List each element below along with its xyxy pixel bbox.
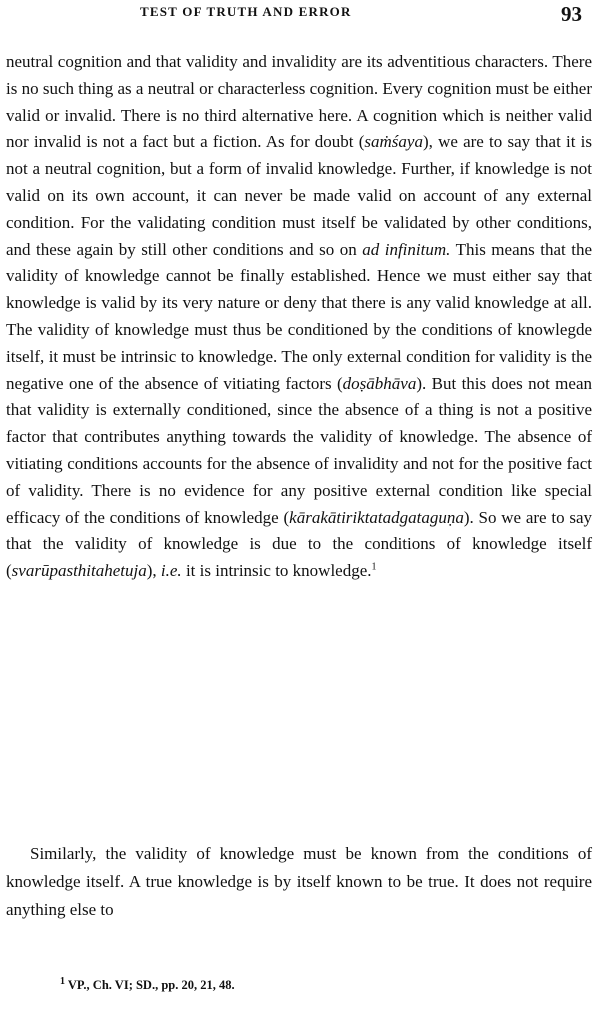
sanskrit-term: svarūpasthitahetuja <box>11 561 147 581</box>
page-number: 93 <box>561 2 582 26</box>
footnote-reference: 1 <box>371 561 377 573</box>
paragraph-text: neutral cognition and that validity and invalidity are its adventitious characters. There is no such thing as a neutral or characterless cognition. Every cognition must be either valid or invalid. There is no third alternative here. A cognition which is neither valid nor invalid is not a fact but a fiction. As for doubt ( <box>6 52 592 152</box>
sanskrit-term: saṁśaya <box>364 132 423 152</box>
paragraph-text: ), we are to say that it is not a neutral cognition, but a form of invalid knowledge. Further, if knowledge is not valid on its own account, it can never be made valid on account of any external condition. For the validating condition must itself be validated by other conditions, and these again by still other conditions and so on <box>6 132 593 259</box>
paragraph-text: ), <box>146 561 161 581</box>
running-title: TEST OF TRUTH AND ERROR <box>140 4 352 19</box>
footnote <box>60 975 235 993</box>
paragraph-text: it is intrinsic to knowledge. <box>181 561 372 581</box>
body-paragraph-1 <box>6 49 592 585</box>
paragraph-text: ). But this does not mean that validity is externally conditioned, since the absence of a thing is not a positive factor that contributes anything towards the validity of knowledge. The absence of vitiating conditions accounts for the absence of invalidity and not for the positive fact of validity. There is no evidence for any positive external condition like special efficacy of the conditions of knowledge ( <box>6 373 593 527</box>
latin-phrase: ad infinitum. <box>362 239 451 259</box>
footnote-marker: 1 <box>60 975 65 987</box>
paragraph-text: This means that the validity of knowledge cannot be finally established. Hence we must either say that knowledge is valid by its very nature or deny that there is any valid knowledge at all. The validity of knowledge must thus be conditioned by the conditions of knowlegde itself, it must be intrinsic to knowledge. The only external condition for validity is the negative one of the absence of vitiating factors ( <box>6 239 593 393</box>
abbreviation: i.e. <box>160 561 182 581</box>
sanskrit-term: kārakātiriktatadgataguṇa <box>289 507 464 527</box>
running-head <box>0 2 600 28</box>
paragraph-text: ). So we are to say that the validity of knowledge is due to the conditions of knowledge itself ( <box>6 507 592 581</box>
sanskrit-term: doṣābhāva <box>342 373 417 393</box>
body-paragraph-2: Similarly, the validity of knowledge must be known from the conditions of knowledge itself. A true knowledge is by itself known to be true. It does not require anything else to <box>6 844 592 919</box>
footnote-text: VP., Ch. VI; SD., pp. 20, 21, 48. <box>67 978 235 992</box>
